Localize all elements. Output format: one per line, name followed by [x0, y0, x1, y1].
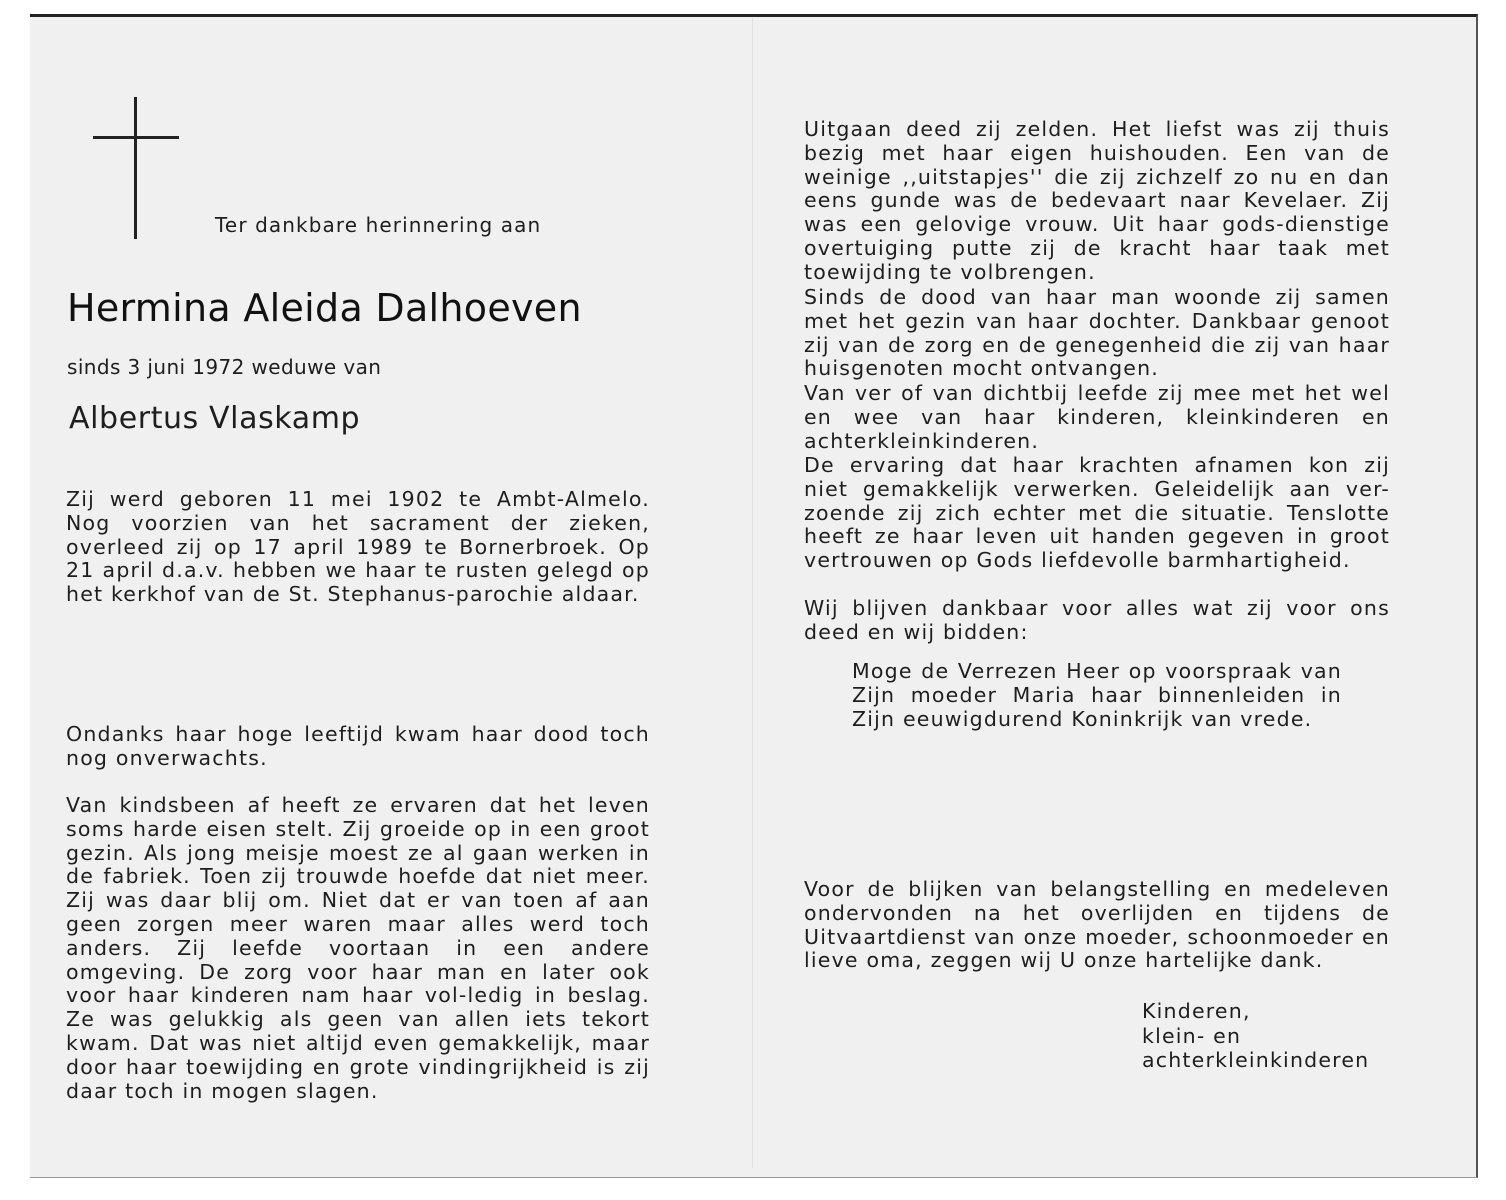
husband-name: Albertus Vlaskamp: [69, 401, 361, 436]
signature-line: klein- en: [1142, 1023, 1242, 1048]
thanks-paragraph: Voor de blijken van belangstelling en medeleven ondervonden na het overlijden en tijdens de Uitvaartdienst van onze moeder, schoonmoeder en lieve oma, zeggen wij U onze hartelijke dank.: [804, 877, 1390, 973]
deceased-name: Hermina Aleida Dalhoeven: [67, 286, 582, 330]
prayer-text: Moge de Verrezen Heer op voorspraak van Zijn moeder Maria haar binnenleiden in Zijn eeuwigdurend Koninkrijk van vrede.: [852, 659, 1342, 731]
signature-line: achterkleinkinderen: [1142, 1048, 1370, 1072]
gratitude-paragraph: Wij blijven dankbaar voor alles wat zij voor ons deed en wij bidden:: [804, 596, 1390, 644]
grandchildren-paragraph: Van ver of van dichtbij leefde zij mee met het wel en wee van haar kinderen, kleinkinderen en achterkleinkinderen.: [804, 381, 1390, 453]
signature-block: [1142, 999, 1369, 1073]
card-fold-line: [752, 18, 753, 1168]
birth-death-paragraph: Zij werd geboren 11 mei 1902 te Ambt-Almelo. Nog voorzien van het sacrament der zieken, overleed zij op 17 april 1989 te Bornerbroek. Op 21 april d.a.v. hebben we haar te rusten gelegd op het kerkhof van de St. Stephanus-parochie aldaar.: [66, 487, 650, 607]
unexpected-paragraph: Ondanks haar hoge leeftijd kwam haar dood toch nog onverwachts.: [66, 722, 650, 770]
cross-icon: [134, 97, 137, 239]
home-life-paragraph: Uitgaan deed zij zelden. Het liefst was zij thuis bezig met haar eigen huishouden. Een van de weinige ,,uitstapjes'' die zij zichzelf zo nu en dan eens gunde was de bedevaart naar Kevelaer. Zij was een gelovige vrouw. Uit haar gods-dienstige overtuiging putte zij de kracht haar taak met toewijding te volbrengen.: [804, 117, 1390, 284]
final-days-paragraph: De ervaring dat haar krachten afnamen kon zij niet gemakkelijk verwerken. Geleidelijk aan ver-zoende zij zich echter met die situatie. Tenslotte heeft ze haar leven uit handen gegeven in groot vertrouwen op Gods liefdevolle barmhartigheid.: [804, 453, 1390, 573]
life-story-paragraph: Van kindsbeen af heeft ze ervaren dat het leven soms harde eisen stelt. Zij groeide op in een groot gezin. Als jong meisje moest ze al gaan werken in de fabriek. Toen zij trouwde hoefde dat niet meer. Zij was daar blij om. Niet dat er van toen af aan geen zorgen meer waren maar alles werd toch anders. Zij leefde voortaan in een andere omgeving. De zorg voor haar man en later ook voor haar kinderen nam haar vol-ledig in beslag. Ze was gelukkig als geen van allen iets tekort kwam. Dat was niet altijd even gemakkelijk, maar door haar toewijding en grote vindingrijkheid is zij daar toch in mogen slagen.: [66, 793, 650, 1103]
signature-line: Kinderen,: [1142, 999, 1251, 1023]
intro-text: Ter dankbare herinnering aan: [215, 213, 542, 237]
family-paragraph: Sinds de dood van haar man woonde zij samen met het gezin van haar dochter. Dankbaar genoot zij van de zorg en de genegenheid die zij van haar huisgenoten mocht ontvangen.: [804, 285, 1390, 381]
widow-line: sinds 3 juni 1972 weduwe van: [67, 355, 382, 379]
cross-icon-bar: [93, 136, 179, 139]
